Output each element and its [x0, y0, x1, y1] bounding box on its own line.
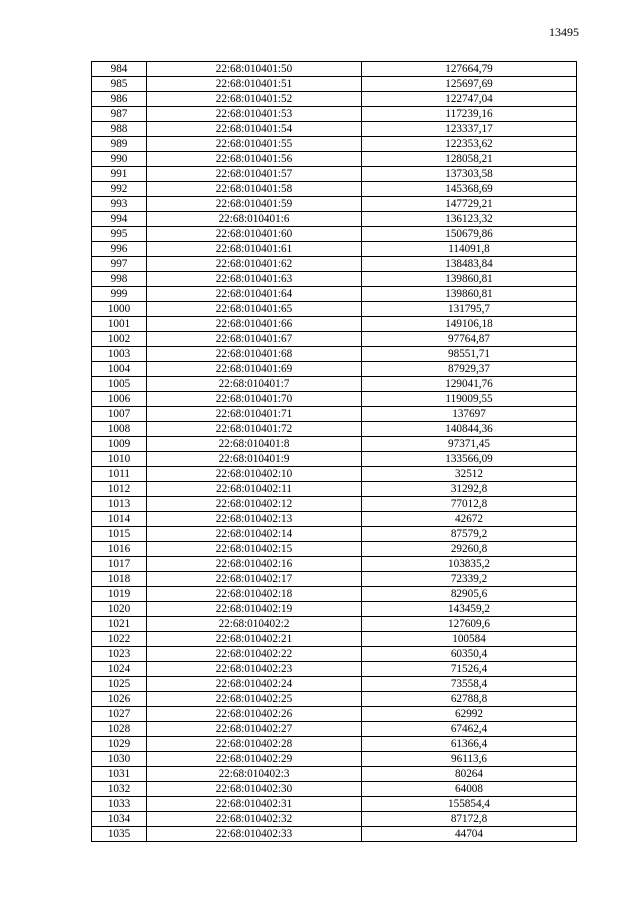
table-row	[92, 377, 577, 392]
cadastral-value-cell: 42672	[362, 512, 577, 527]
cadastral-number-cell: 22:68:010402:29	[147, 752, 362, 767]
cadastral-number-cell: 22:68:010402:3	[147, 767, 362, 782]
cadastral-value-cell: 129041,76	[362, 377, 577, 392]
row-number-cell: 999	[92, 287, 147, 302]
row-number-cell: 1024	[92, 662, 147, 677]
cadastral-value-cell: 131795,7	[362, 302, 577, 317]
table-row	[92, 827, 577, 842]
row-number-cell: 1033	[92, 797, 147, 812]
table-row	[92, 467, 577, 482]
row-number-cell: 1006	[92, 392, 147, 407]
row-number-cell: 1034	[92, 812, 147, 827]
row-number-cell: 1019	[92, 587, 147, 602]
cadastral-number-cell: 22:68:010401:68	[147, 347, 362, 362]
table-row	[92, 332, 577, 347]
cadastral-value-cell: 73558,4	[362, 677, 577, 692]
table-row	[92, 167, 577, 182]
cadastral-value-cell: 147729,21	[362, 197, 577, 212]
table-row	[92, 287, 577, 302]
cadastral-number-cell: 22:68:010402:13	[147, 512, 362, 527]
row-number-cell: 1017	[92, 557, 147, 572]
row-number-cell: 1026	[92, 692, 147, 707]
cadastral-number-cell: 22:68:010401:62	[147, 257, 362, 272]
table-row	[92, 422, 577, 437]
table-row	[92, 242, 577, 257]
row-number-cell: 995	[92, 227, 147, 242]
table-row	[92, 77, 577, 92]
cadastral-number-cell: 22:68:010401:63	[147, 272, 362, 287]
row-number-cell: 1023	[92, 647, 147, 662]
row-number-cell: 985	[92, 77, 147, 92]
cadastral-value-cell: 32512	[362, 467, 577, 482]
cadastral-value-cell: 87929,37	[362, 362, 577, 377]
cadastral-value-cell: 133566,09	[362, 452, 577, 467]
table-row	[92, 347, 577, 362]
table-row	[92, 152, 577, 167]
cadastral-value-cell: 119009,55	[362, 392, 577, 407]
cadastral-value-cell: 136123,32	[362, 212, 577, 227]
table-row	[92, 437, 577, 452]
table-row	[92, 182, 577, 197]
row-number-cell: 989	[92, 137, 147, 152]
row-number-cell: 1010	[92, 452, 147, 467]
table-row	[92, 707, 577, 722]
cadastral-value-cell: 150679,86	[362, 227, 577, 242]
cadastral-number-cell: 22:68:010401:50	[147, 62, 362, 77]
row-number-cell: 1003	[92, 347, 147, 362]
table-row	[92, 572, 577, 587]
row-number-cell: 992	[92, 182, 147, 197]
row-number-cell: 993	[92, 197, 147, 212]
table-row	[92, 482, 577, 497]
cadastral-number-cell: 22:68:010401:60	[147, 227, 362, 242]
cadastral-value-cell: 97764,87	[362, 332, 577, 347]
row-number-cell: 1001	[92, 317, 147, 332]
cadastral-number-cell: 22:68:010401:69	[147, 362, 362, 377]
row-number-cell: 1014	[92, 512, 147, 527]
table-row	[92, 107, 577, 122]
cadastral-number-cell: 22:68:010402:19	[147, 602, 362, 617]
cadastral-value-cell: 96113,6	[362, 752, 577, 767]
table-row	[92, 677, 577, 692]
row-number-cell: 991	[92, 167, 147, 182]
table-row	[92, 497, 577, 512]
cadastral-number-cell: 22:68:010401:52	[147, 92, 362, 107]
cadastral-number-cell: 22:68:010402:30	[147, 782, 362, 797]
row-number-cell: 1021	[92, 617, 147, 632]
table-row	[92, 212, 577, 227]
cadastral-number-cell: 22:68:010402:28	[147, 737, 362, 752]
table-row	[92, 767, 577, 782]
cadastral-value-cell: 125697,69	[362, 77, 577, 92]
row-number-cell: 1028	[92, 722, 147, 737]
table-row	[92, 797, 577, 812]
table-row	[92, 602, 577, 617]
cadastral-number-cell: 22:68:010401:53	[147, 107, 362, 122]
cadastral-value-cell: 139860,81	[362, 272, 577, 287]
table-row	[92, 362, 577, 377]
row-number-cell: 988	[92, 122, 147, 137]
cadastral-number-cell: 22:68:010401:64	[147, 287, 362, 302]
row-number-cell: 1015	[92, 527, 147, 542]
cadastral-value-cell: 98551,71	[362, 347, 577, 362]
table-row	[92, 272, 577, 287]
cadastral-value-cell: 100584	[362, 632, 577, 647]
cadastral-number-cell: 22:68:010401:61	[147, 242, 362, 257]
table-row	[92, 692, 577, 707]
cadastral-number-cell: 22:68:010402:32	[147, 812, 362, 827]
cadastral-value-cell: 72339,2	[362, 572, 577, 587]
cadastral-number-cell: 22:68:010402:33	[147, 827, 362, 842]
cadastral-value-cell: 138483,84	[362, 257, 577, 272]
cadastral-value-cell: 77012,8	[362, 497, 577, 512]
cadastral-value-cell: 127664,79	[362, 62, 577, 77]
cadastral-value-cell: 149106,18	[362, 317, 577, 332]
cadastral-value-cell: 60350,4	[362, 647, 577, 662]
cadastral-value-cell: 82905,6	[362, 587, 577, 602]
cadastral-number-cell: 22:68:010402:22	[147, 647, 362, 662]
cadastral-number-cell: 22:68:010401:67	[147, 332, 362, 347]
cadastral-value-cell: 31292,8	[362, 482, 577, 497]
row-number-cell: 1009	[92, 437, 147, 452]
cadastral-number-cell: 22:68:010401:72	[147, 422, 362, 437]
table-row	[92, 557, 577, 572]
table-row	[92, 407, 577, 422]
table-row	[92, 527, 577, 542]
cadastral-value-cell: 140844,36	[362, 422, 577, 437]
cadastral-value-cell: 114091,8	[362, 242, 577, 257]
row-number-cell: 994	[92, 212, 147, 227]
cadastral-number-cell: 22:68:010402:26	[147, 707, 362, 722]
table-row	[92, 512, 577, 527]
row-number-cell: 998	[92, 272, 147, 287]
cadastral-number-cell: 22:68:010401:71	[147, 407, 362, 422]
table-body	[92, 62, 577, 842]
cadastral-number-cell: 22:68:010401:9	[147, 452, 362, 467]
page-number: 13495	[549, 25, 579, 39]
cadastral-value-cell: 155854,4	[362, 797, 577, 812]
table-row	[92, 782, 577, 797]
row-number-cell: 1035	[92, 827, 147, 842]
row-number-cell: 986	[92, 92, 147, 107]
cadastral-value-cell: 128058,21	[362, 152, 577, 167]
cadastral-number-cell: 22:68:010401:59	[147, 197, 362, 212]
row-number-cell: 987	[92, 107, 147, 122]
cadastral-value-cell: 137697	[362, 407, 577, 422]
table-row	[92, 62, 577, 77]
cadastral-value-cell: 122747,04	[362, 92, 577, 107]
table-row	[92, 722, 577, 737]
row-number-cell: 1016	[92, 542, 147, 557]
row-number-cell: 1032	[92, 782, 147, 797]
cadastral-number-cell: 22:68:010401:51	[147, 77, 362, 92]
cadastral-value-cell: 87579,2	[362, 527, 577, 542]
cadastral-value-cell: 145368,69	[362, 182, 577, 197]
cadastral-number-cell: 22:68:010401:66	[147, 317, 362, 332]
table-row	[92, 227, 577, 242]
cadastral-value-cell: 64008	[362, 782, 577, 797]
cadastral-number-cell: 22:68:010401:65	[147, 302, 362, 317]
table-row	[92, 302, 577, 317]
row-number-cell: 1031	[92, 767, 147, 782]
cadastral-number-cell: 22:68:010402:24	[147, 677, 362, 692]
row-number-cell: 1012	[92, 482, 147, 497]
cadastral-value-cell: 139860,81	[362, 287, 577, 302]
cadastral-number-cell: 22:68:010401:57	[147, 167, 362, 182]
cadastral-number-cell: 22:68:010402:15	[147, 542, 362, 557]
table-row	[92, 197, 577, 212]
row-number-cell: 1013	[92, 497, 147, 512]
row-number-cell: 1004	[92, 362, 147, 377]
cadastral-value-cell: 117239,16	[362, 107, 577, 122]
row-number-cell: 997	[92, 257, 147, 272]
cadastral-number-cell: 22:68:010402:2	[147, 617, 362, 632]
row-number-cell: 1027	[92, 707, 147, 722]
cadastral-value-cell: 29260,8	[362, 542, 577, 557]
cadastral-value-cell: 97371,45	[362, 437, 577, 452]
row-number-cell: 1011	[92, 467, 147, 482]
cadastral-value-cell: 123337,17	[362, 122, 577, 137]
row-number-cell: 1000	[92, 302, 147, 317]
cadastral-number-cell: 22:68:010401:7	[147, 377, 362, 392]
cadastral-value-cell: 67462,4	[362, 722, 577, 737]
cadastral-number-cell: 22:68:010402:16	[147, 557, 362, 572]
cadastral-value-cell: 103835,2	[362, 557, 577, 572]
cadastral-value-table	[91, 61, 577, 842]
row-number-cell: 1018	[92, 572, 147, 587]
table-row	[92, 137, 577, 152]
row-number-cell: 1022	[92, 632, 147, 647]
cadastral-value-cell: 122353,62	[362, 137, 577, 152]
cadastral-number-cell: 22:68:010402:23	[147, 662, 362, 677]
cadastral-value-cell: 87172,8	[362, 812, 577, 827]
cadastral-number-cell: 22:68:010401:54	[147, 122, 362, 137]
cadastral-value-cell: 44704	[362, 827, 577, 842]
cadastral-number-cell: 22:68:010402:31	[147, 797, 362, 812]
table-row	[92, 752, 577, 767]
cadastral-number-cell: 22:68:010402:12	[147, 497, 362, 512]
row-number-cell: 1029	[92, 737, 147, 752]
cadastral-number-cell: 22:68:010401:8	[147, 437, 362, 452]
table-row	[92, 737, 577, 752]
row-number-cell: 996	[92, 242, 147, 257]
cadastral-value-cell: 127609,6	[362, 617, 577, 632]
cadastral-number-cell: 22:68:010402:11	[147, 482, 362, 497]
row-number-cell: 1008	[92, 422, 147, 437]
cadastral-value-cell: 80264	[362, 767, 577, 782]
cadastral-number-cell: 22:68:010402:27	[147, 722, 362, 737]
cadastral-number-cell: 22:68:010402:25	[147, 692, 362, 707]
cadastral-number-cell: 22:68:010401:58	[147, 182, 362, 197]
cadastral-number-cell: 22:68:010401:70	[147, 392, 362, 407]
table-row	[92, 662, 577, 677]
cadastral-number-cell: 22:68:010401:6	[147, 212, 362, 227]
row-number-cell: 1007	[92, 407, 147, 422]
table-row	[92, 542, 577, 557]
row-number-cell: 1020	[92, 602, 147, 617]
cadastral-number-cell: 22:68:010401:56	[147, 152, 362, 167]
table-row	[92, 647, 577, 662]
row-number-cell: 1002	[92, 332, 147, 347]
table-row	[92, 587, 577, 602]
cadastral-value-cell: 62788,8	[362, 692, 577, 707]
cadastral-value-cell: 61366,4	[362, 737, 577, 752]
table-row	[92, 632, 577, 647]
table-row	[92, 317, 577, 332]
table-row	[92, 392, 577, 407]
table-row	[92, 122, 577, 137]
cadastral-number-cell: 22:68:010402:17	[147, 572, 362, 587]
cadastral-value-cell: 143459,2	[362, 602, 577, 617]
table-row	[92, 812, 577, 827]
cadastral-number-cell: 22:68:010402:10	[147, 467, 362, 482]
row-number-cell: 1030	[92, 752, 147, 767]
cadastral-value-cell: 71526,4	[362, 662, 577, 677]
row-number-cell: 990	[92, 152, 147, 167]
cadastral-value-cell: 137303,58	[362, 167, 577, 182]
cadastral-value-cell: 62992	[362, 707, 577, 722]
row-number-cell: 984	[92, 62, 147, 77]
cadastral-number-cell: 22:68:010402:18	[147, 587, 362, 602]
table-row	[92, 617, 577, 632]
cadastral-number-cell: 22:68:010402:21	[147, 632, 362, 647]
table-row	[92, 92, 577, 107]
table-row	[92, 257, 577, 272]
cadastral-number-cell: 22:68:010401:55	[147, 137, 362, 152]
row-number-cell: 1005	[92, 377, 147, 392]
table-row	[92, 452, 577, 467]
cadastral-number-cell: 22:68:010402:14	[147, 527, 362, 542]
row-number-cell: 1025	[92, 677, 147, 692]
